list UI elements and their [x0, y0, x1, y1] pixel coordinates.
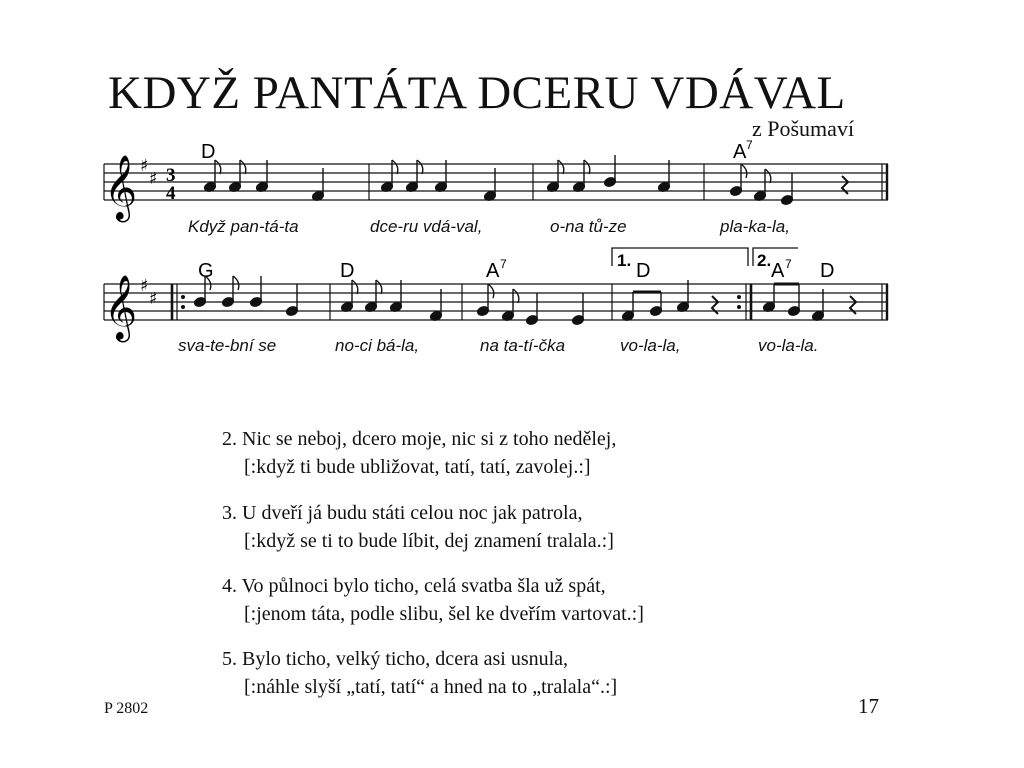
volta-2-label: 2.: [757, 251, 772, 270]
verse-line: Bylo ticho, velký ticho, dcera asi usnula,: [242, 648, 569, 670]
svg-text:♯: ♯: [149, 289, 158, 309]
lyric-segment: sva-te-bní se: [178, 336, 277, 355]
svg-text:♯: ♯: [149, 169, 158, 189]
verse-number: 3.: [222, 502, 237, 524]
chord-superscript: 7: [746, 138, 753, 152]
song-origin: z Pošumaví: [752, 116, 855, 141]
verse: [222, 645, 617, 701]
chord-label: D: [820, 260, 835, 282]
verse-refrain-line: [:jenom táta, podle slibu, šel ke dveřím vartovat.:]: [244, 603, 644, 625]
chord-label: A: [771, 260, 785, 282]
lyric-segment: o-na tů-ze: [550, 217, 627, 236]
time-signature-bottom: 4: [166, 183, 176, 204]
verse-refrain-line: [:náhle slyší „tatí, tatí“ a hned na to „tralala“.:]: [244, 676, 618, 698]
chord-label: D: [201, 141, 216, 163]
verse-number: 2.: [222, 428, 237, 450]
time-signature-top: 3: [166, 165, 176, 186]
catalog-number: P 2802: [104, 700, 149, 717]
verse: [222, 499, 614, 555]
lyric-segment: Když pan-tá-ta: [188, 217, 299, 236]
notes-line-1: [203, 155, 848, 206]
lyric-segment: vo-la-la.: [758, 336, 819, 355]
verse-line: Vo půlnoci bylo ticho, celá svatba šla už spát,: [241, 575, 606, 597]
chord-label: A: [733, 141, 747, 163]
verse-refrain-line: [:když ti bude ubližovat, tatí, tatí, zavolej.:]: [244, 456, 591, 478]
verse-line: Nic se neboj, dcero moje, nic si z toho nedělej,: [242, 428, 617, 450]
svg-text:♯: ♯: [140, 276, 149, 296]
lyric-segment: no-ci bá-la,: [335, 336, 420, 355]
verse-number: 5.: [222, 648, 237, 670]
lyric-segment: dce-ru vdá-val,: [370, 217, 483, 236]
chord-superscript: 7: [785, 257, 792, 271]
chord-superscript: 7: [500, 257, 507, 271]
treble-clef-icon: 𝄞: [104, 155, 138, 220]
volta-1-label: 1.: [617, 251, 632, 270]
key-signature-sharps: [140, 276, 157, 309]
page-number: 17: [858, 694, 879, 718]
svg-text:♯: ♯: [140, 156, 149, 176]
treble-clef-icon: 𝄞: [104, 275, 138, 340]
lyric-segment: vo-la-la,: [620, 336, 681, 355]
chord-label: G: [198, 260, 214, 282]
verse-refrain-line: [:když se ti to bude líbit, dej znamení tralala.:]: [244, 530, 614, 552]
chord-label: A: [486, 260, 500, 282]
verse-number: 4.: [222, 575, 237, 597]
lyric-segment: pla-ka-la,: [720, 217, 790, 236]
chord-label: D: [636, 260, 651, 282]
verse: [222, 572, 644, 628]
key-signature-sharps: [140, 156, 157, 189]
lyric-segment: na ta-tí-čka: [480, 336, 566, 355]
verse-line: U dveří já budu státi celou noc jak patrola,: [242, 502, 583, 524]
song-title: KDYŽ PANTÁTA DCERU VDÁVAL: [108, 67, 846, 119]
staff-2: [104, 284, 888, 320]
chord-label: D: [340, 260, 355, 282]
verse: [222, 425, 616, 481]
